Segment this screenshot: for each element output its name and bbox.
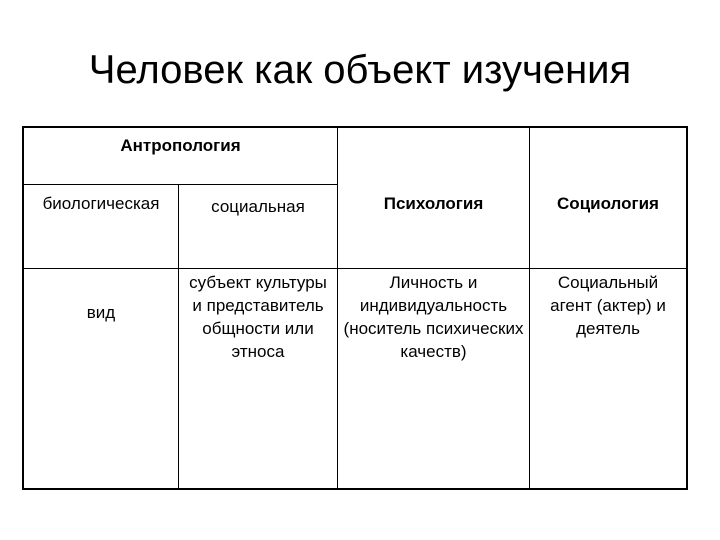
cell-biological: вид: [86, 303, 116, 322]
header-psychology: Психология: [383, 193, 484, 213]
header-sociology: Социология: [557, 193, 659, 213]
comparison-table: [22, 126, 688, 490]
table-divider: [24, 268, 686, 269]
cell-social: субъект культуры и представитель общности или этноса: [189, 273, 327, 361]
slide-title: Человек как объект изучения: [88, 48, 632, 92]
header-biological: биологическая: [42, 193, 160, 213]
table-divider: [24, 184, 337, 185]
header-social: социальная: [211, 196, 305, 216]
cell-psychology: Личность и индивидуальность (носитель психических качеств): [343, 273, 524, 361]
cell-sociology: Социальный агент (актер) и деятель: [550, 273, 666, 338]
header-anthropology: Антропология: [120, 136, 241, 155]
